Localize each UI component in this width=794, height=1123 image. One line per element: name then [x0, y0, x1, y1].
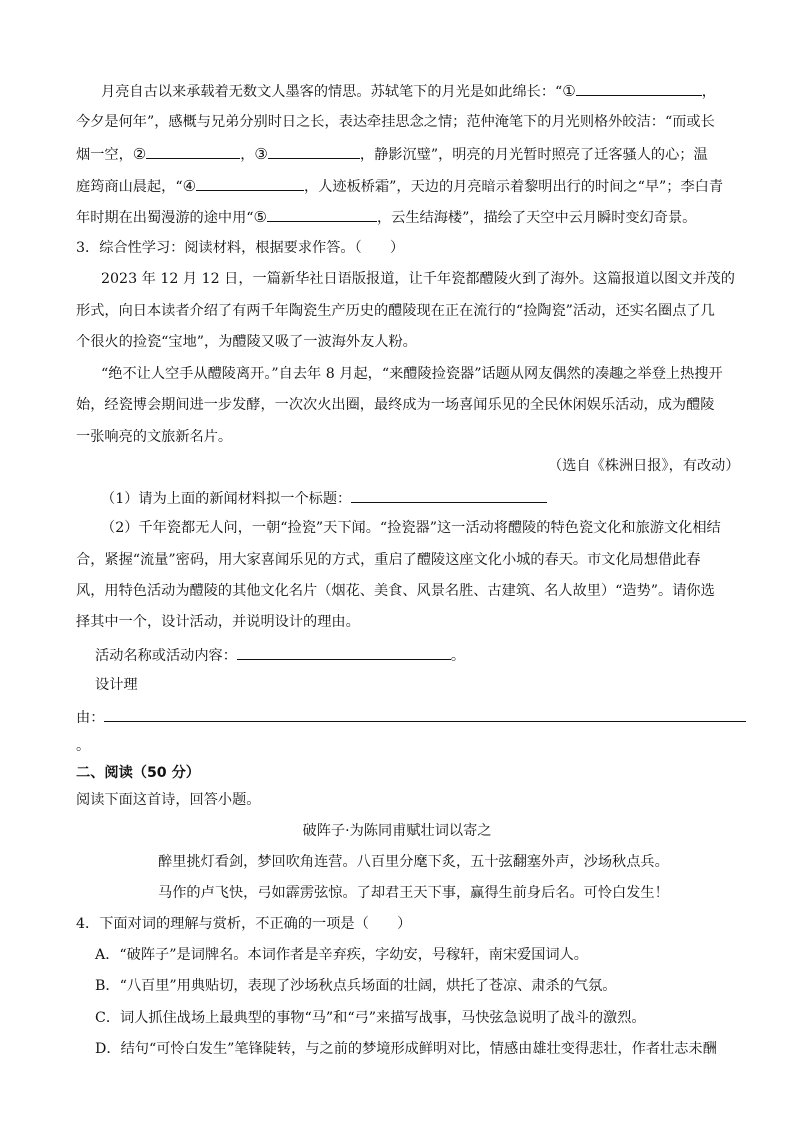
- blank-5-marker: ⑤: [253, 208, 267, 226]
- q3-sub2-line4: 择其中一个，设计活动，并说明设计的理由。: [76, 614, 360, 630]
- q3-para2-line2: 始，经瓷博会期间进一步发酵，一次次火出圈，最终成为一场喜闻乐见的全民休闲娱乐活动，成为醴陵: [76, 397, 715, 413]
- q2-line-1: 月亮自古以来承载着无数文人墨客的情思。苏轼笔下的月光是如此绵长：“① ，: [101, 82, 716, 100]
- activity-answer-field[interactable]: [237, 644, 451, 660]
- blank-3-marker: ③: [254, 145, 268, 163]
- q4-option-b[interactable]: B．“八百里”用典贴切，表现了沙场秋点兵场面的壮阔，烘托了苍凉、肃杀的气氛。: [95, 978, 617, 994]
- reason-label-a: 设计理: [95, 677, 138, 693]
- q2-line-5: 年时期在出蜀漫游的途中用“⑤ ，云生结海楼”，描绘了天空中云月瞬时变幻奇景。: [76, 208, 697, 226]
- q4-option-d[interactable]: D．结句“可怜白发生”笔锋陡转，与之前的梦境形成鲜明对比，情感由雄壮变得悲壮，作者壮志未酬: [95, 1041, 717, 1057]
- headline-answer-field[interactable]: [351, 487, 547, 503]
- q3-title: 3．综合性学习：阅读材料，根据要求作答。（ ）: [76, 240, 405, 256]
- q2-line-4: 庭筠商山晨起，“④ ，人迹板桥霜”，天边的月亮暗示着黎明出行的时间之“早”；李白青: [76, 177, 724, 195]
- q3-para1-line2: 形式，向日本读者介绍了有两千年陶瓷生产历史的醴陵现在正在流行的“捡陶瓷”活动，还实名圈点了几: [76, 303, 715, 319]
- q3-source: （选自《株洲日报》，有改动）: [548, 458, 740, 474]
- section2-heading: 二、阅读（50 分）: [76, 765, 200, 781]
- blank-4[interactable]: [196, 175, 304, 191]
- q3-para1-line1: 2023 年 12 月 12 日，一篇新华社日语版报道，让千年瓷都醴陵火到了海外。这篇报道以图文并茂的: [101, 271, 735, 287]
- q3-sub1: （1）请为上面的新闻材料拟一个标题：: [101, 487, 547, 509]
- reason-end: 。: [76, 738, 91, 754]
- q2-line-3: 烟一空，② ，③ ，静影沉璧”，明亮的月光暂时照亮了迁客骚人的心；温: [76, 145, 708, 163]
- q4-option-c[interactable]: C．词人抓住战场上最典型的事物“马”和“弓”来描写战事，马快弦急说明了战斗的激烈。: [95, 1010, 646, 1026]
- q2-line-2: 今夕是何年”，感概与兄弟分别时日之长，表达牵挂思念之情；范仲淹笔下的月光则格外皎洁：“而或长: [76, 114, 715, 130]
- poem-title: 破阵子·为陈同甫赋壮词以寄之: [302, 823, 492, 839]
- section2-intro: 阅读下面这首诗，回答小题。: [76, 792, 261, 808]
- blank-1[interactable]: [576, 80, 702, 96]
- q3-sub2-line2: 合，紧握“流量”密码，用大家喜闻乐见的方式，重启了醴陵这座文化小城的春天。市文化局想借此春: [76, 552, 701, 568]
- reason-line: 由：: [76, 706, 746, 728]
- blank-5[interactable]: [267, 206, 377, 222]
- q4-title: 4．下面对词的理解与赏析，不正确的一项是（ ）: [76, 916, 412, 932]
- q3-para2-line1: “绝不让人空手从醴陵离开。”自去年 8 月起，“来醴陵捡瓷器”话题从网友偶然的凑趣之举登上热搜开: [101, 366, 723, 382]
- activity-line: 活动名称或活动内容： 。: [95, 644, 465, 666]
- blank-3[interactable]: [268, 143, 360, 159]
- blank-2[interactable]: [146, 143, 240, 159]
- blank-2-marker: ②: [132, 145, 147, 163]
- q3-para1-line3: 个很火的捡瓷“宝地”，为醴陵又吸了一波海外友人粉。: [76, 334, 417, 350]
- reason-answer-field[interactable]: [104, 706, 746, 722]
- poem-line-2: 马作的卢飞快，弓如霹雳弦惊。了却君王天下事，赢得生前身后名。可怜白发生！: [158, 885, 669, 901]
- blank-4-marker: ④: [182, 177, 197, 195]
- q3-para2-line3: 一张响亮的文旅新名片。: [76, 429, 233, 445]
- blank-1-marker: ①: [562, 82, 576, 100]
- q3-sub2-line3: 风，用特色活动为醴陵的其他文化名片（烟花、美食、风景名胜、古建筑、名人故里）“造势”。请你选: [76, 583, 715, 599]
- q3-sub2-line1: （2）千年瓷都无人问，一朝“捡瓷”天下闻。“捡瓷器”这一活动将醴陵的特色瓷文化和旅游文化相结: [101, 520, 721, 536]
- poem-line-1: 醉里挑灯看剑，梦回吹角连营。八百里分麾下炙，五十弦翻塞外声，沙场秋点兵。: [158, 854, 669, 870]
- q4-option-a[interactable]: A．“破阵子”是词牌名。本词作者是辛弃疾，字幼安，号稼轩，南宋爱国词人。: [95, 947, 588, 963]
